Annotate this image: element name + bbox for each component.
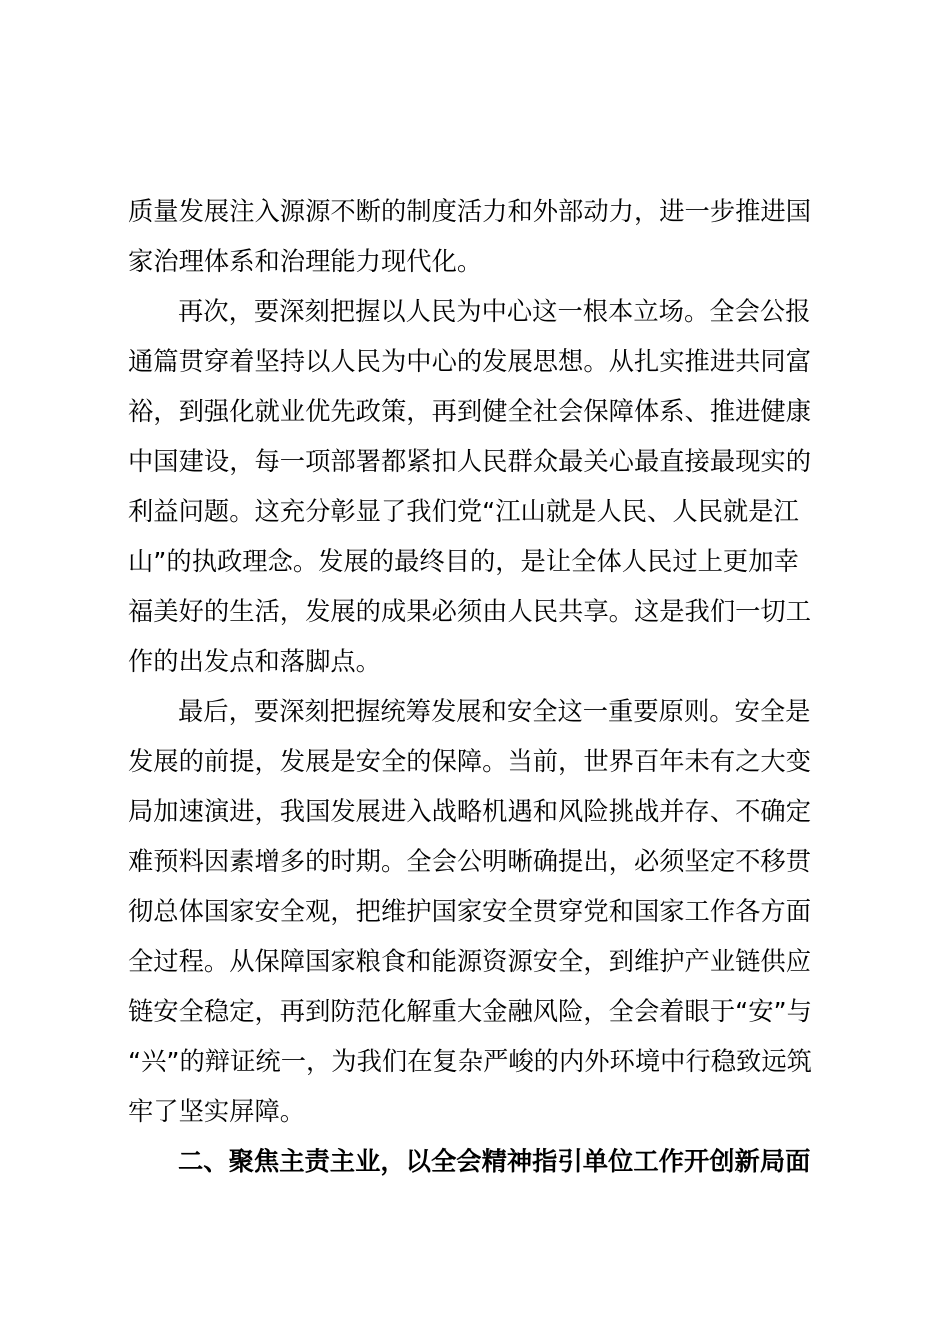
section-heading: 二、聚焦主责主业，以全会精神指引单位工作开创新局面 <box>178 1147 811 1176</box>
text-line: 福美好的生活，发展的成果必须由人民共享。这是我们一切工 <box>128 597 812 626</box>
text-line: 链安全稳定，再到防范化解重大金融风险，全会着眼于“安”与 <box>128 997 812 1026</box>
paragraph-start-line: 再次，要深刻把握以人民为中心这一根本立场。全会公报 <box>178 297 811 326</box>
text-line-2: 家治理体系和治理能力现代化。 <box>128 247 483 276</box>
text-line: 通篇贯穿着坚持以人民为中心的发展思想。从扎实推进共同富 <box>128 347 812 376</box>
text-line: 局加速演进，我国发展进入战略机遇和风险挑战并存、不确定 <box>128 797 812 826</box>
text-line: 牢了坚实屏障。 <box>128 1097 306 1126</box>
text-line: 中国建设，每一项部署都紧扣人民群众最关心最直接最现实的 <box>128 447 812 476</box>
text-line: 难预料因素增多的时期。全会公明晰确提出，必须坚定不移贯 <box>128 847 812 876</box>
text-line: 山”的执政理念。发展的最终目的，是让全体人民过上更加幸 <box>128 547 799 576</box>
text-line: 利益问题。这充分彰显了我们党“江山就是人民、人民就是江 <box>128 497 799 526</box>
text-line: 作的出发点和落脚点。 <box>128 647 381 676</box>
text-line: 全过程。从保障国家粮食和能源资源安全，到维护产业链供应 <box>128 947 812 976</box>
paragraph-start-line: 最后，要深刻把握统筹发展和安全这一重要原则。安全是 <box>178 697 811 726</box>
text-line: “兴”的辩证统一，为我们在复杂严峻的内外环境中行稳致远筑 <box>128 1047 812 1076</box>
text-line: 彻总体国家安全观，把维护国家安全贯穿党和国家工作各方面 <box>128 897 812 926</box>
text-line: 裕，到强化就业优先政策，再到健全社会保障体系、推进健康 <box>128 397 812 426</box>
text-line: 发展的前提，发展是安全的保障。当前，世界百年未有之大变 <box>128 747 812 776</box>
text-line-1: 质量发展注入源源不断的制度活力和外部动力，进一步推进国 <box>128 197 812 226</box>
